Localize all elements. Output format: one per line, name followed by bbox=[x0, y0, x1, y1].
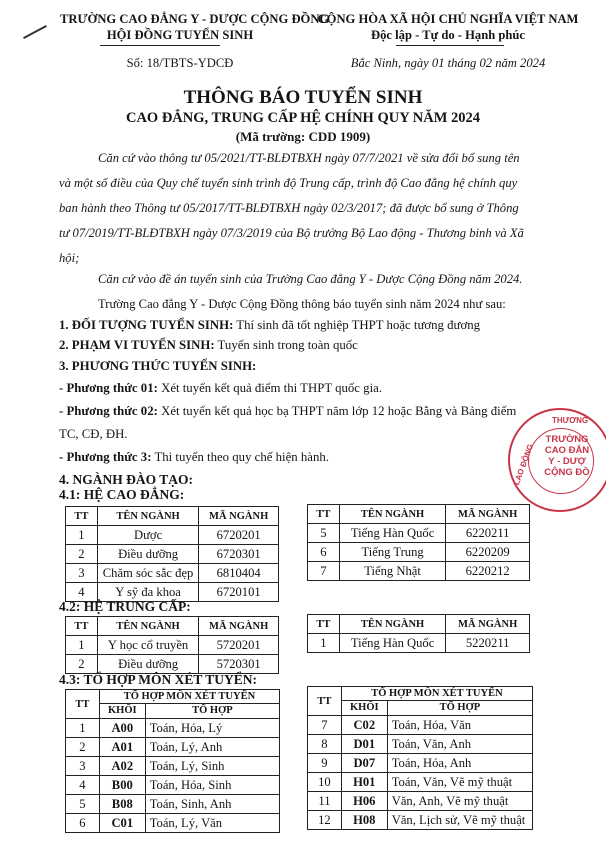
col-ten-nganh: TÊN NGÀNH bbox=[97, 617, 198, 636]
table-row bbox=[308, 716, 533, 735]
method-1-label: - Phương thức 01: bbox=[59, 381, 158, 395]
cell-ten: Tiếng Hàn Quốc bbox=[339, 634, 445, 653]
col-khoi: KHỐI bbox=[341, 701, 387, 716]
cell-tt: 1 bbox=[66, 719, 100, 738]
cell-tt: 2 bbox=[66, 545, 98, 564]
section-1-label: 1. ĐỐI TƯỢNG TUYỂN SINH: bbox=[59, 318, 234, 332]
cell-mon: Toán, Lý, Văn bbox=[145, 814, 279, 833]
cell-tt: 5 bbox=[308, 524, 340, 543]
stamp-line: TRƯỜNG bbox=[545, 434, 589, 445]
preamble-intro: Trường Cao đẳng Y - Dược Cộng Đồng thông báo tuyển sinh năm 2024 như sau: bbox=[98, 297, 506, 311]
cell-mon: Toán, Văn, Vẽ mỹ thuật bbox=[387, 773, 532, 792]
table-header-row bbox=[66, 690, 280, 704]
cell-khoi: A02 bbox=[99, 757, 145, 776]
table-row bbox=[308, 543, 530, 562]
cell-khoi: B00 bbox=[99, 776, 145, 795]
col-tt: TT bbox=[308, 615, 340, 634]
cell-khoi: C02 bbox=[341, 716, 387, 735]
cell-khoi: B08 bbox=[99, 795, 145, 814]
cell-ma: 6720301 bbox=[199, 545, 279, 564]
stamp-line: CAO ĐẲN bbox=[544, 445, 590, 456]
cell-khoi: H08 bbox=[341, 811, 387, 830]
cell-tt: 12 bbox=[308, 811, 342, 830]
trung-cap-table-right bbox=[307, 614, 530, 653]
col-to-hop-mon: TỔ HỢP MÔN XÉT TUYỂN bbox=[99, 690, 279, 704]
col-tt: TT bbox=[66, 617, 98, 636]
cell-tt: 1 bbox=[66, 636, 98, 655]
method-3-text: Thi tuyển theo quy chế hiện hành. bbox=[151, 450, 329, 464]
cell-ma: 6220212 bbox=[446, 562, 530, 581]
section-4-label: 4. NGÀNH ĐÀO TẠO: bbox=[59, 472, 194, 487]
cell-mon: Toán, Lý, Anh bbox=[145, 738, 279, 757]
section-2-text: Tuyển sinh trong toàn quốc bbox=[214, 338, 358, 352]
cell-ten: Tiếng Hàn Quốc bbox=[339, 524, 445, 543]
table-row bbox=[308, 562, 530, 581]
table-row bbox=[66, 795, 280, 814]
notice-subtitle: CAO ĐẲNG, TRUNG CẤP HỆ CHÍNH QUY NĂM 2024 bbox=[125, 110, 481, 126]
col-ten-nganh: TÊN NGÀNH bbox=[339, 615, 445, 634]
method-3 bbox=[59, 450, 329, 465]
cell-ten: Chăm sóc sắc đẹp bbox=[97, 564, 198, 583]
cell-tt: 1 bbox=[66, 526, 98, 545]
cell-ma: 6220211 bbox=[446, 524, 530, 543]
method-2-text: Xét tuyển kết quả học bạ THPT năm lớp 12 hoặc Bằng và Bảng điểm bbox=[157, 404, 517, 418]
preamble-line: hội; bbox=[59, 251, 80, 265]
notice-title: THÔNG BÁO TUYỂN SINH bbox=[183, 87, 423, 108]
table-row bbox=[308, 634, 530, 653]
place-date: Bắc Ninh, ngày 01 tháng 02 năm 2024 bbox=[350, 56, 546, 70]
section-1-text: Thí sinh đã tốt nghiệp THPT hoặc tương đương bbox=[233, 318, 481, 332]
cell-tt: 7 bbox=[308, 562, 340, 581]
col-tt: TT bbox=[66, 690, 100, 719]
nation-title: CỘNG HÒA XÃ HỘI CHỦ NGHĨA VIỆT NAM bbox=[317, 12, 579, 26]
stamp-text bbox=[532, 434, 602, 478]
stamp-ring-top: THƯƠNG bbox=[552, 416, 589, 425]
council-name: HỘI ĐỒNG TUYỂN SINH bbox=[106, 28, 254, 42]
col-tt: TT bbox=[308, 687, 342, 716]
cell-khoi: D07 bbox=[341, 754, 387, 773]
table-header-row bbox=[308, 687, 533, 701]
section-2-label: 2. PHẠM VI TUYỂN SINH: bbox=[59, 338, 215, 352]
cell-mon: Toán, Văn, Anh bbox=[387, 735, 532, 754]
table-subheader-row bbox=[308, 701, 533, 716]
cell-mon: Toán, Hóa, Anh bbox=[387, 754, 532, 773]
col-khoi: KHỐI bbox=[99, 704, 145, 719]
table-row bbox=[66, 757, 280, 776]
table-row bbox=[66, 526, 279, 545]
cell-ma: 5720301 bbox=[199, 655, 279, 674]
cell-ma: 6810404 bbox=[199, 564, 279, 583]
table-row bbox=[66, 776, 280, 795]
cell-tt: 4 bbox=[66, 583, 98, 602]
header-right-underline bbox=[396, 45, 504, 46]
cell-tt: 3 bbox=[66, 564, 98, 583]
table-row bbox=[308, 524, 530, 543]
method-2 bbox=[59, 404, 516, 419]
school-code: (Mã trường: CDD 1909) bbox=[235, 129, 371, 144]
table-row bbox=[66, 814, 280, 833]
cell-khoi: A00 bbox=[99, 719, 145, 738]
table-row bbox=[66, 564, 279, 583]
preamble-line: tư 07/2019/TT-BLĐTBXH ngày 07/3/2019 của Bộ trưởng Bộ Lao động - Thương binh và Xã bbox=[59, 226, 524, 240]
to-hop-table-right bbox=[307, 686, 533, 830]
col-ten-nganh: TÊN NGÀNH bbox=[339, 505, 445, 524]
section-4-1-label: 4.1: HỆ CAO ĐẲNG: bbox=[59, 487, 185, 502]
col-ma-nganh: MÃ NGÀNH bbox=[199, 507, 279, 526]
cell-ten: Tiếng Trung bbox=[339, 543, 445, 562]
to-hop-table-left bbox=[65, 689, 280, 833]
doc-number: Số: 18/TBTS-YDCĐ bbox=[126, 56, 234, 70]
cell-tt: 2 bbox=[66, 655, 98, 674]
stamp-line: CỘNG ĐỒ bbox=[544, 467, 590, 478]
cell-ma: 5720201 bbox=[199, 636, 279, 655]
table-row bbox=[308, 773, 533, 792]
cell-khoi: H01 bbox=[341, 773, 387, 792]
cell-ten: Điều dưỡng bbox=[97, 545, 198, 564]
cell-khoi: D01 bbox=[341, 735, 387, 754]
official-stamp bbox=[508, 408, 606, 512]
section-2 bbox=[59, 338, 358, 353]
cell-tt: 6 bbox=[66, 814, 100, 833]
stamp-line: Y - DƯỢ bbox=[548, 456, 586, 467]
cell-ma: 6220209 bbox=[446, 543, 530, 562]
preamble-line: Căn cứ vào thông tư 05/2021/TT-BLĐTBXH ngày 07/7/2021 về sửa đổi bổ sung tên bbox=[98, 151, 520, 165]
table-row bbox=[66, 655, 279, 674]
method-1 bbox=[59, 381, 382, 396]
preamble-line: ban hành theo Thông tư 05/2017/TT-BLĐTBXH ngày 02/3/2017; đã được bổ sung ở Thông bbox=[59, 201, 519, 215]
col-tt: TT bbox=[308, 505, 340, 524]
cell-tt: 11 bbox=[308, 792, 342, 811]
cell-ma: 6720101 bbox=[199, 583, 279, 602]
col-ma-nganh: MÃ NGÀNH bbox=[446, 505, 530, 524]
cell-ma: 5220211 bbox=[446, 634, 530, 653]
cell-mon: Văn, Anh, Vẽ mỹ thuật bbox=[387, 792, 532, 811]
header-left-underline bbox=[100, 45, 220, 46]
cell-tt: 2 bbox=[66, 738, 100, 757]
cell-tt: 6 bbox=[308, 543, 340, 562]
cell-tt: 3 bbox=[66, 757, 100, 776]
cell-tt: 9 bbox=[308, 754, 342, 773]
table-row bbox=[66, 636, 279, 655]
col-to-hop-mon: TỔ HỢP MÔN XÉT TUYỂN bbox=[341, 687, 532, 701]
cell-tt: 10 bbox=[308, 773, 342, 792]
cell-ten: Điều dưỡng bbox=[97, 655, 198, 674]
section-4-2-label: 4.2: HỆ TRUNG CẤP: bbox=[59, 599, 191, 614]
method-3-label: - Phương thức 3: bbox=[59, 450, 152, 464]
cell-tt: 4 bbox=[66, 776, 100, 795]
table-row bbox=[66, 719, 280, 738]
cao-dang-table-left bbox=[65, 506, 279, 602]
cell-ten: Y sỹ đa khoa bbox=[97, 583, 198, 602]
stamp-ring-left: LAO ĐỘNG bbox=[511, 442, 536, 487]
cell-ma: 6720201 bbox=[199, 526, 279, 545]
cell-ten: Y học cổ truyền bbox=[97, 636, 198, 655]
cell-mon: Toán, Lý, Sinh bbox=[145, 757, 279, 776]
cao-dang-table-right bbox=[307, 504, 530, 581]
table-row bbox=[308, 811, 533, 830]
cell-mon: Toán, Hóa, Sinh bbox=[145, 776, 279, 795]
cell-tt: 8 bbox=[308, 735, 342, 754]
col-ten-nganh: TÊN NGÀNH bbox=[97, 507, 198, 526]
table-header-row bbox=[66, 617, 279, 636]
table-header-row bbox=[308, 505, 530, 524]
pen-mark bbox=[23, 25, 47, 39]
cell-ten: Tiếng Nhật bbox=[339, 562, 445, 581]
nation-motto: Độc lập - Tự do - Hạnh phúc bbox=[371, 28, 525, 42]
cell-tt: 5 bbox=[66, 795, 100, 814]
table-header-row bbox=[66, 507, 279, 526]
trung-cap-table-left bbox=[65, 616, 279, 674]
cell-tt: 7 bbox=[308, 716, 342, 735]
preamble-basis: Căn cứ vào đề án tuyển sinh của Trường Cao đẳng Y - Dược Cộng Đồng năm 2024. bbox=[98, 272, 523, 286]
cell-mon: Văn, Lịch sử, Vẽ mỹ thuật bbox=[387, 811, 532, 830]
table-row bbox=[308, 754, 533, 773]
cell-tt: 1 bbox=[308, 634, 340, 653]
cell-khoi: H06 bbox=[341, 792, 387, 811]
col-to-hop: TỔ HỢP bbox=[387, 701, 532, 716]
col-tt: TT bbox=[66, 507, 98, 526]
cell-mon: Toán, Sinh, Anh bbox=[145, 795, 279, 814]
section-1 bbox=[59, 318, 480, 333]
cell-mon: Toán, Hóa, Lý bbox=[145, 719, 279, 738]
col-to-hop: TỔ HỢP bbox=[145, 704, 279, 719]
table-row bbox=[308, 792, 533, 811]
table-header-row bbox=[308, 615, 530, 634]
section-4-3-label: 4.3: TỔ HỢP MÔN XÉT TUYỂN: bbox=[59, 672, 258, 687]
preamble-line: và một số điều của Quy chế tuyển sinh trình độ Trung cấp, trình độ Cao đẳng hệ chính quy bbox=[59, 176, 518, 190]
method-2-cont: TC, CĐ, ĐH. bbox=[59, 427, 128, 441]
section-3-label: 3. PHƯƠNG THỨC TUYỂN SINH: bbox=[59, 359, 257, 373]
school-name: TRƯỜNG CAO ĐẲNG Y - DƯỢC CỘNG ĐỒNG bbox=[60, 12, 330, 26]
table-row bbox=[66, 738, 280, 757]
cell-khoi: A01 bbox=[99, 738, 145, 757]
method-2-label: - Phương thức 02: bbox=[59, 404, 158, 418]
table-row bbox=[66, 545, 279, 564]
cell-khoi: C01 bbox=[99, 814, 145, 833]
col-ma-nganh: MÃ NGÀNH bbox=[199, 617, 279, 636]
cell-mon: Toán, Hóa, Văn bbox=[387, 716, 532, 735]
cell-ten: Dược bbox=[97, 526, 198, 545]
table-row bbox=[308, 735, 533, 754]
col-ma-nganh: MÃ NGÀNH bbox=[446, 615, 530, 634]
method-1-text: Xét tuyển kết quả điểm thi THPT quốc gia. bbox=[157, 381, 383, 395]
